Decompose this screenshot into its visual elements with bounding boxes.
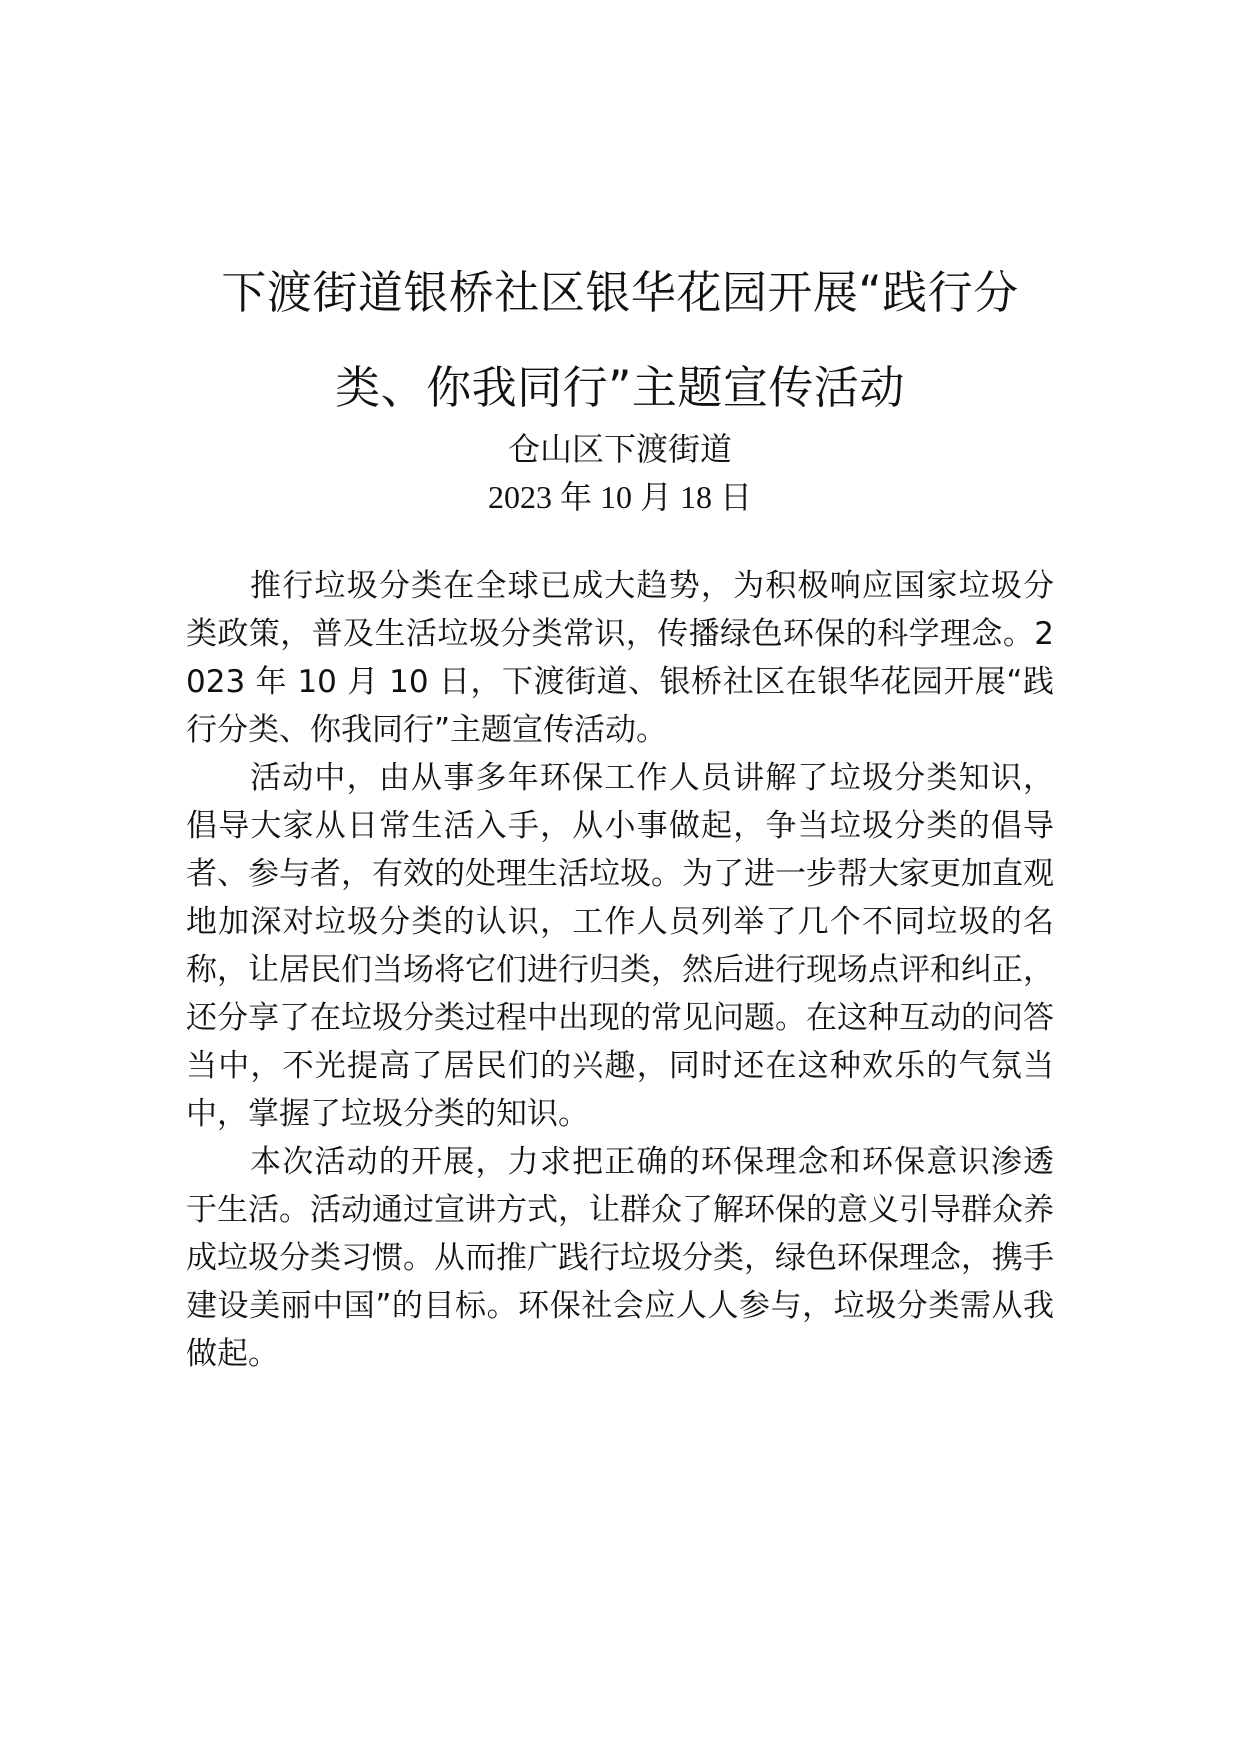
paragraph-2: 活动中，由从事多年环保工作人员讲解了垃圾分类知识，倡导大家从日常生活入手，从小事做起，争当垃圾分类的倡导者、参与者，有效的处理生活垃圾。为了进一步帮大家更加直观地加深对垃圾分类的认识，工作人员列举了几个不同垃圾的名称，让居民们当场将它们进行归类，然后进行现场点评和纠正，还分享了在垃圾分类过程中出现的常见问题。在这种互动的问答当中，不光提高了居民们的兴趣，同时还在这种欢乐的气氛当中，掌握了垃圾分类的知识。 xyxy=(186,760,1054,1132)
author-line: 仓山区下渡街道 xyxy=(507,430,732,468)
paragraph-1: 推行垃圾分类在全球已成大趋势，为积极响应国家垃圾分类政策，普及生活垃圾分类常识，传播绿色环保的科学理念。2023 年 10 月 10 日，下渡街道、银桥社区在银华花园开展“践行分类、你我同行”主题宣传活动。 xyxy=(186,568,1054,748)
title-line-2: 类、你我同行”主题宣传活动 xyxy=(335,361,905,414)
paragraph-3: 本次活动的开展，力求把正确的环保理念和环保意识渗透于生活。活动通过宣讲方式，让群众了解环保的意义引导群众养成垃圾分类习惯。从而推广践行垃圾分类，绿色环保理念，携手建设美丽中国”的目标。环保社会应人人参与，垃圾分类需从我做起。 xyxy=(186,1144,1054,1372)
date-line: 2023 年 10 月 18 日 xyxy=(487,479,752,515)
document-body xyxy=(186,562,1054,1378)
title-line-1: 下渡街道银桥社区银华花园开展“践行分 xyxy=(221,266,1019,319)
document-title xyxy=(150,245,1090,435)
